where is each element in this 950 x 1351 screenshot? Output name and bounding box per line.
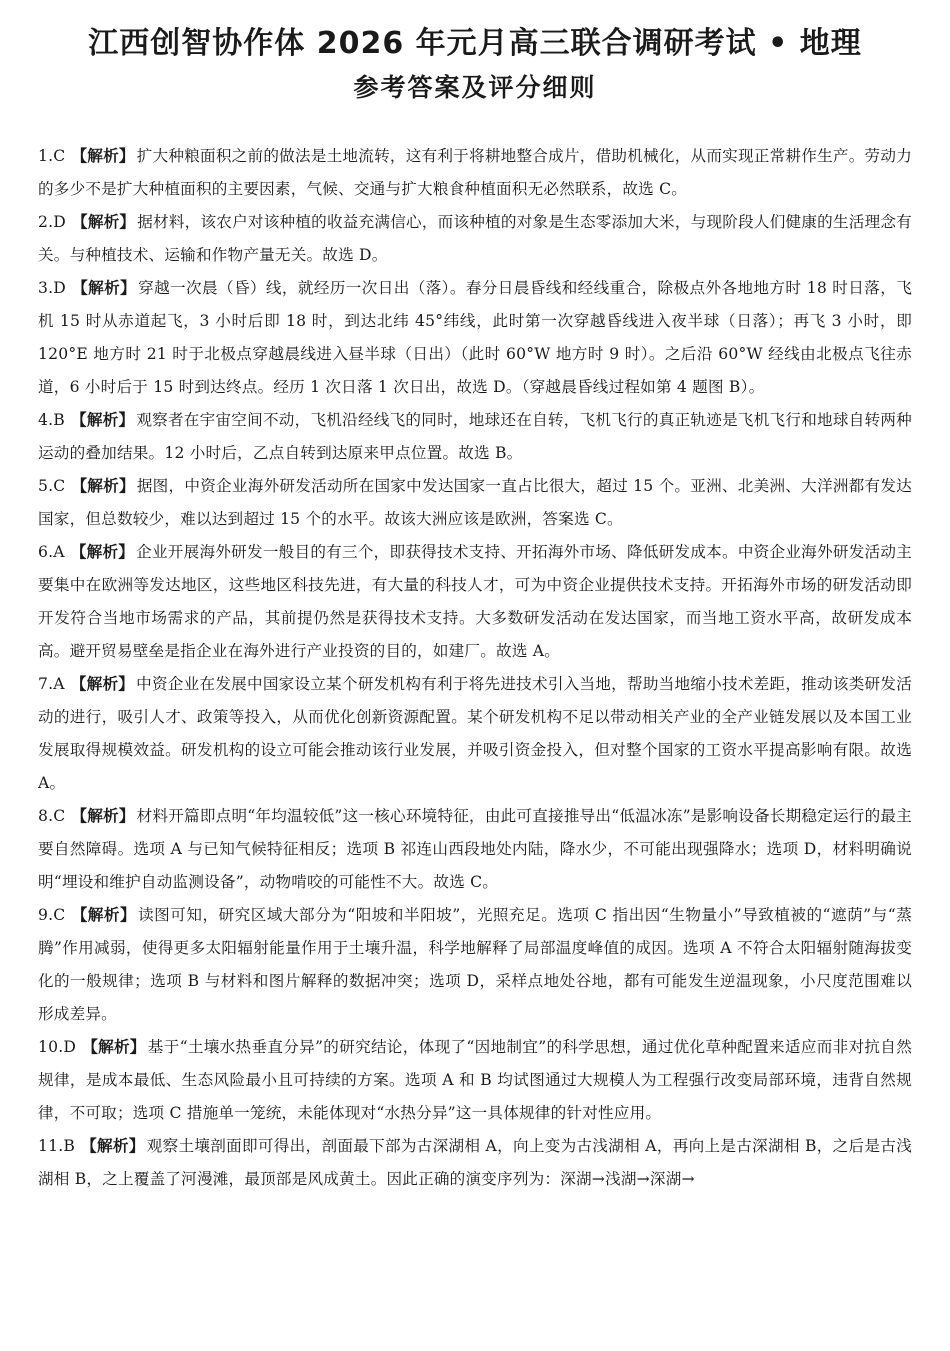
answer-item-8	[38, 800, 912, 899]
analysis-tag: 【解析】	[81, 1137, 145, 1155]
answer-number: 2.	[38, 213, 54, 231]
answer-choice: D	[53, 279, 66, 297]
analysis-tag: 【解析】	[71, 147, 135, 165]
analysis-tag: 【解析】	[71, 807, 135, 825]
answer-number: 5.	[38, 477, 54, 495]
answer-choice: C	[53, 477, 66, 495]
answer-number: 11.	[38, 1137, 64, 1155]
answer-explanation: 读图可知，研究区域大部分为“阳坡和半阳坡”，光照充足。选项 C 指出因“生物量小”导致植被的“遮荫”与“蒸腾”作用减弱，使得更多太阳辐射能量作用于土壤升温，科学地解释了局部温度峰值的成因。选项 A 不符合太阳辐射随海拔变化的一般规律；选项 B 与材料和图片解释的数据冲突；选项 D，采样点地处谷地，都有可能发生逆温现象，小尺度范围难以形成差异。	[38, 906, 913, 1023]
analysis-tag: 【解析】	[82, 1038, 146, 1056]
answer-number: 6.	[38, 543, 54, 561]
answer-explanation: 据图，中资企业海外研发活动所在国家中发达国家一直占比很大，超过 15 个。亚洲、北美洲、大洋洲都有发达国家，但总数较少，难以达到超过 15 个的水平。故该大洲应该是欧洲，答案选 C。	[38, 477, 912, 528]
answer-item-5	[38, 470, 912, 536]
answer-item-4	[38, 404, 912, 470]
answer-item-10	[38, 1031, 912, 1130]
analysis-tag: 【解析】	[70, 543, 135, 561]
answer-item-6	[38, 536, 912, 668]
answer-choice: D	[53, 213, 66, 231]
answer-choice: A	[53, 543, 65, 561]
answer-choice: B	[63, 1137, 76, 1155]
answer-item-11	[38, 1130, 912, 1196]
answer-explanation: 基于“土壤水热垂直分异”的研究结论，体现了“因地制宜”的科学思想，通过优化草种配置来适应而非对抗自然规律，是成本最低、生态风险最小且可持续的方案。选项 A 和 B 均试图通过大规模人为工程强行改变局部环境，违背自然规律，不可取；选项 C 措施单一笼统，未能体现对“水热分异”这一具体规律的针对性应用。	[38, 1038, 912, 1122]
analysis-tag: 【解析】	[71, 279, 137, 297]
answer-choice: B	[53, 411, 65, 429]
answer-item-1	[38, 140, 912, 206]
answer-choice: D	[63, 1038, 77, 1056]
answer-choice: C	[53, 906, 66, 924]
answer-choice: C	[53, 807, 66, 825]
analysis-tag: 【解析】	[71, 477, 135, 495]
answer-item-7	[38, 668, 912, 800]
analysis-tag: 【解析】	[70, 411, 135, 429]
answer-explanation: 企业开展海外研发一般目的有三个，即获得技术支持、开拓海外市场、降低研发成本。中资企业海外研发活动主要集中在欧洲等发达地区，这些地区科技先进，有大量的科技人才，可为中资企业提供技术支持。开拓海外市场的研发活动即开发符合当地市场需求的产品，其前提仍然是获得技术支持。大多数研发活动在发达国家，而当地工资水平高，故研发成本高。避开贸易壁垒是指企业在海外进行产业投资的目的，如建厂。故选 A。	[38, 543, 912, 660]
answer-explanation: 中资企业在发展中国家设立某个研发机构有利于将先进技术引入当地，帮助当地缩小技术差距，推动该类研发活动的进行，吸引人才、政策等投入，从而优化创新资源配置。某个研发机构不足以带动相关产业的全产业链发展以及本国工业发展取得规模效益。研发机构的设立可能会推动该行业发展，并吸引资金投入，但对整个国家的工资水平提高影响有限。故选 A。	[38, 675, 912, 792]
answer-item-9	[38, 899, 912, 1031]
answer-number: 8.	[38, 807, 54, 825]
answer-number: 4.	[38, 411, 54, 429]
answer-explanation: 穿越一次晨（昏）线，就经历一次日出（落）。春分日晨昏线和经线重合，除极点外各地地方时 18 时日落，飞机 15 时从赤道起飞，3 小时后即 18 时，到达北纬 45°纬线，此时第一次穿越昏线进入夜半球（日落）；再飞 3 小时，即 120°E 地方时 21 时于北极点穿越晨线进入昼半球（日出）（此时 60°W 地方时 9 时）。之后沿 60°W 经线由北极点飞往赤道，6 小时后于 15 时到达终点。经历 1 次日落 1 次日出，故选 D。（穿越晨昏线过程如第 4 题图 B）。	[38, 279, 912, 396]
page-subtitle: 参考答案及评分细则	[353, 73, 597, 102]
answer-explanation: 材料开篇即点明“年均温较低”这一核心环境特征，由此可直接推导出“低温冰冻”是影响设备长期稳定运行的最主要自然障碍。选项 A 与已知气候特征相反；选项 B 祁连山西段地处内陆，降水少，不可能出现强降水；选项 D，材料明确说明“埋设和维护自动监测设备”，动物啃咬的可能性不大。故选 C。	[38, 807, 912, 891]
analysis-tag: 【解析】	[71, 906, 137, 924]
answer-item-2	[38, 206, 912, 272]
answer-item-3	[38, 272, 912, 404]
answer-explanation: 扩大种粮面积之前的做法是土地流转，这有利于将耕地整合成片，借助机械化，从而实现正常耕作生产。劳动力的多少不是扩大种植面积的主要因素，气候、交通与扩大粮食种植面积无必然联系，故选 C。	[38, 147, 912, 198]
answer-choice: A	[53, 675, 65, 693]
analysis-tag: 【解析】	[71, 213, 136, 231]
answer-number: 9.	[38, 906, 54, 924]
answer-list	[38, 140, 912, 1196]
answer-explanation: 观察土壤剖面即可得出，剖面最下部为古深湖相 A，向上变为古浅湖相 A，再向上是古深湖相 B，之后是古浅湖相 B，之上覆盖了河漫滩，最顶部是风成黄土。因此正确的演变序列为：深湖→浅湖→深湖→	[38, 1137, 912, 1188]
answer-choice: C	[53, 147, 66, 165]
answer-number: 10.	[38, 1038, 64, 1056]
page-title: 江西创智协作体 2026 年元月高三联合调研考试 • 地理	[88, 26, 862, 61]
answer-number: 1.	[38, 147, 54, 165]
answer-number: 7.	[38, 675, 54, 693]
analysis-tag: 【解析】	[70, 675, 135, 693]
answer-number: 3.	[38, 279, 54, 297]
answer-explanation: 据材料，该农户对该种植的收益充满信心，而该种植的对象是生态零添加大米，与现阶段人们健康的生活理念有关。与种植技术、运输和作物产量无关。故选 D。	[38, 213, 912, 264]
answer-explanation: 观察者在宇宙空间不动，飞机沿经线飞的同时，地球还在自转，飞机飞行的真正轨迹是飞机飞行和地球自转两种运动的叠加结果。12 小时后，乙点自转到达原来甲点位置。故选 B。	[38, 411, 912, 462]
